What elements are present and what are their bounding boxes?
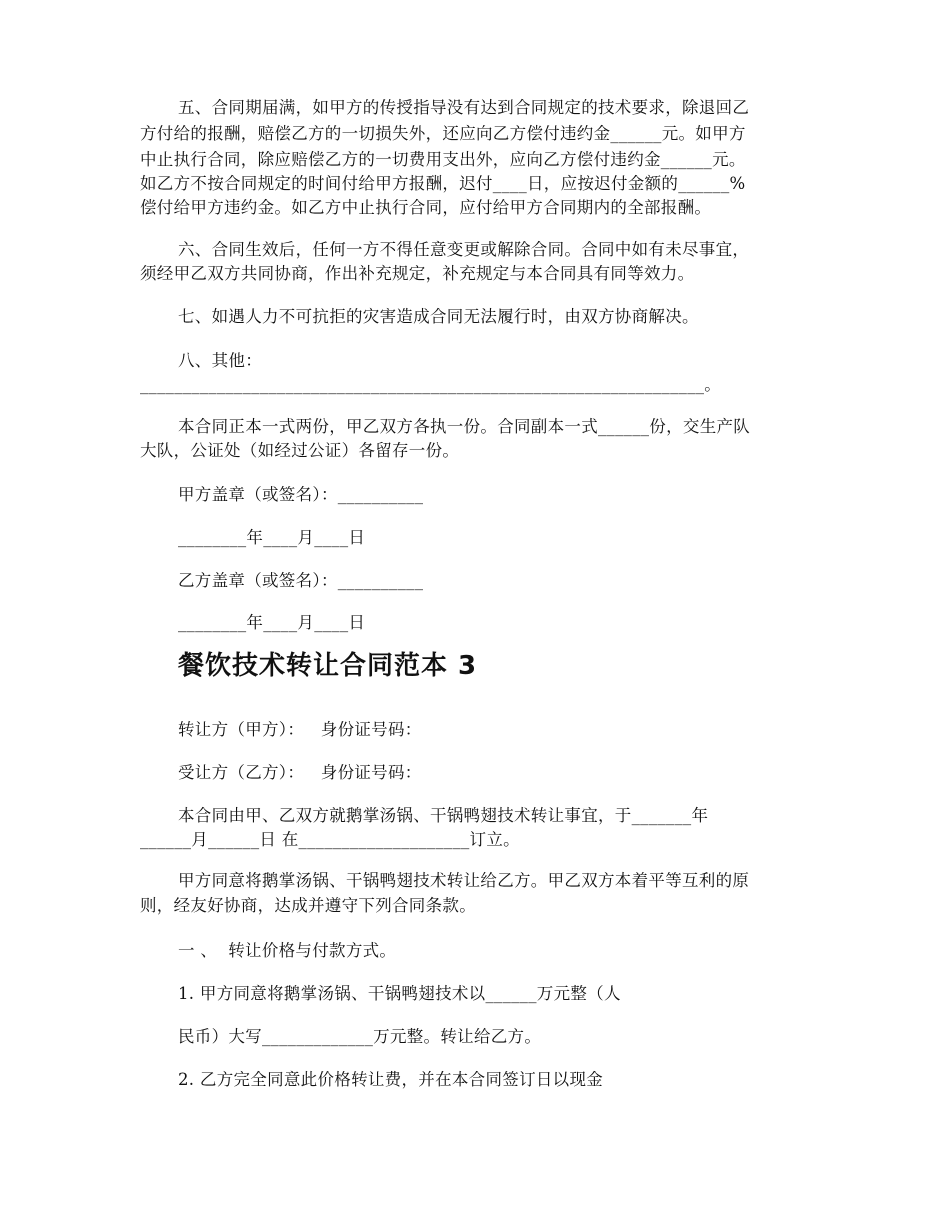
clause-8-label: 八、其他： (178, 351, 262, 370)
clause-5-line-1: 五、合同期届满，如甲方的传授指导没有达到合同规定的技术要求，除退回乙 (178, 98, 750, 117)
section-title: 餐饮技术转让合同范本 3 (178, 651, 478, 681)
item-1-line-2: 民币）大写_____________万元整。转让给乙方。 (178, 1027, 542, 1046)
intro-line-1: 本合同由甲、乙双方就鹅掌汤锅、干锅鸭翅技术转让事宜，于_______年 (178, 806, 709, 825)
clause-8-blank: __________________________________________________________________。 (140, 375, 722, 394)
party-a-signature: 甲方盖章（或签名）：__________ (178, 485, 424, 504)
clause-5-line-5: 偿付给甲方违约金。如乙方中止执行合同，应付给甲方合同期内的全部报酬。 (140, 198, 712, 217)
clause-5-line-3: 中止执行合同，除应赔偿乙方的一切费用支出外，应向乙方偿付违约金______元。 (140, 150, 746, 169)
party-b-date: ________年____月____日 (178, 613, 366, 632)
clause-5-line-2: 方付给的报酬，赔偿乙方的一切损失外，还应向乙方偿付违约金______元。如甲方 (140, 124, 746, 143)
clause-5-line-4: 如乙方不按合同规定的时间付给甲方报酬，迟付____日，应按迟付金额的______% (140, 174, 746, 193)
party-a-date: ________年____月____日 (178, 528, 366, 547)
transferor-line: 转让方（甲方）： 身份证号码： (178, 720, 422, 739)
transferee-line: 受让方（乙方）： 身份证号码： (178, 763, 422, 782)
agreement-line-2: 则，经友好协商，达成并遵守下列合同条款。 (140, 896, 476, 915)
section-1-heading: 一 、 转让价格与付款方式。 (178, 941, 397, 960)
party-b-signature: 乙方盖章（或签名）：__________ (178, 571, 424, 590)
clause-6-line-1: 六、合同生效后，任何一方不得任意变更或解除合同。合同中如有未尽事宜， (178, 240, 750, 259)
agreement-line-1: 甲方同意将鹅掌汤锅、干锅鸭翅技术转让给乙方。甲乙双方本着平等互利的原 (178, 871, 750, 890)
copies-line-1: 本合同正本一式两份，甲乙双方各执一份。合同副本一式______份，交生产队 (178, 417, 751, 436)
item-1-line-1: 1. 甲方同意将鹅掌汤锅、干锅鸭翅技术以______万元整（人 (178, 984, 621, 1003)
copies-line-2: 大队，公证处（如经过公证）各留存一份。 (140, 441, 460, 460)
clause-7: 七、如遇人力不可抗拒的灾害造成合同无法履行时，由双方协商解决。 (178, 307, 699, 326)
clause-6-line-2: 须经甲乙双方共同协商，作出补充规定，补充规定与本合同具有同等效力。 (140, 264, 695, 283)
intro-line-2: ______月______日 在____________________订立。 (140, 830, 520, 849)
item-2-line-1: 2. 乙方完全同意此价格转让费，并在本合同签订日以现金 (178, 1070, 604, 1089)
